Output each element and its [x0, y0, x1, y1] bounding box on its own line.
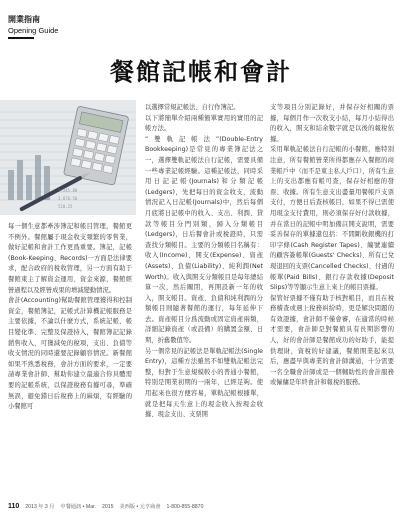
column-2-paragraph-1: 以選擇常規記帳法、自行作簿記。 [145, 104, 240, 111]
column-2-paragraph-4: 另一個常見的記帳法是單軌記帳法(Single Entry)，這種方法雖然不如雙軌記帳法完整，但對于生意規模較小的普通小餐館，特別是開業初期的一兩年，已經足夠。使用起來也很方便容易，單軌記帳根據單，就是把每天生意上的現金收入按現金收據、現金支出、支票開 [145, 347, 263, 419]
article-column-2 [145, 103, 263, 421]
section-header [8, 14, 58, 39]
column-1-paragraph-1: 每一個生意都牽涉簿記和帳目管理，餐館更不例外。餐館屬于現金收支頻繁的零售業，做好記帳和會計工作更爲重要。簿記，記帳(Book-Keeping、Records)一方面是法律要求，配合政府的稅收管理，另一方面有助于餐館東主了解資金運用、資金來源，餐館經營過程以及經營成果的增減變動情況。 [8, 223, 132, 294]
column-2-paragraph-3: “雙軌記帳法”(Double-Entry Bookkeeping)是常見的專業簿記法之一，選擇雙軌記帳法自行記帳，需要具備一些專業記帳經驗。這種記帳法，同時采用日記記帳(Journals)和分類記帳(Ledgers)，先把每日的資金收支，流動情況記入日記帳(Journals)中，然后每個月底將日記帳中的收入、支出、利潤、貸款等帳目分門別類，歸入分類帳目(Ledgers)，日后餐會計或稅證時，只需查找分類帳目。主要的分類帳目名稱有：收入(Income)、開支(Expense)、資產(Assets)、負債(Liability)、純利潤(Net Worth)。收入與開支分類帳目是每年總結算一次，然后關閉，再開設新一年的收入，開支帳目。資產、負債和純利潤的分類帳目則隨著餐館的運行，每年延伸下去。資產帳目分爲流動或固定資產兩類，詳細記錄資產（或設備）的購置金額、日期，折舊數值等。 [145, 135, 263, 345]
footer-issue: 2013 年 3 月 [25, 504, 55, 510]
article-column-3 [270, 103, 394, 389]
article-photo [0, 100, 136, 215]
svg-text:520.25: 520.25 [58, 204, 73, 209]
section-title-en: Opening Guide [8, 26, 59, 35]
page-number: 110 [8, 503, 20, 510]
svg-text:3,870.50: 3,870.50 [58, 196, 78, 201]
footer-year: 2015 [101, 504, 114, 510]
footer-magazine: 中餐通訊 • Mar. [60, 504, 96, 510]
column-1-paragraph-2: 會計(Accounting)幫助餐館管理獲得和控制資金，餐館簿記，記帳式計算機記帳服務是主要依據，不論以什麼方式，系統記帳、帳目變化準、完整及保證持入，餐館簿記記錄銷售收入，可獲減免的稅項，支出、負債等收支情況的同時還要記錄顧容情況。新餐館如果不熟悉稅務，會計方面的要求，一定要請專業會計師、幫助你建立最適合你具體需要的記帳系統，以保證稅務有據可尋，準確無誤，避免錯日后稅務上的麻煩，有經驗的小餐館可 [8, 297, 132, 411]
footer-phone: 1-800-855-8870 [166, 504, 204, 510]
header-rule [8, 37, 34, 39]
column-3-paragraph-1: 支等項目分別記錄好，并保存好相關的票據，每個月作一次收支小結，每月小結得出的收入，開支和結余數字就是以後的報稅依據。 [270, 104, 394, 143]
column-3-paragraph-2: 采用單軌記帳法自行記帳的小餐館，應特別注意，所有餐館營業所得都應存入餐館的商業帳戶中（而不是東主私人戶口），所有生意上的支出都應有帳可查，保存好相應的發票、收據。所有生意支出盡量用餐帳戶支票支付，方便日后查核帳目，如果不得已需使用現金支付費用，則必須保存好付款收據，并在當日的記帳中明加備註開支說明，需要妥善保存的單據還包括：不間斷收銀機的打印字條(Cash Register Tapes)、編號連續的顧客簽帳單(Guests' Checks)、所有已兌現退回的支票(Cancelled Checks)、付過的帳單(Paid Bills)、銀行存款收據(Deposit Slips)等等顯示生意上來上的帳目票據。 [270, 146, 394, 292]
article-title: 餐館記帳和會計 [110, 57, 292, 86]
article-column-1 [8, 222, 132, 413]
column-2-paragraph-2: 以下將簡單介紹兩種簡單實用的實用的記帳方法。 [145, 114, 263, 133]
accounting-photo-illustration [0, 100, 136, 215]
column-3-paragraph-3: 保管好票據不僅有助于核對帳目，而且在稅務稽查或遇上稅務糾紛時，更是解決問題的有效證據，會計師不僅會審，在適當的時候才需要，會計師是對餐館具有長期影響的人，好的會計師是餐館成功的好助手，能提供理財，資稅的好建議，餐館開業起來以后，應盡早與專業的會計師溝通，十分需要一名全職會計師或是一個輔助性的會計服務或僱傭是年終會計和報稅的服務。 [270, 294, 394, 387]
page-footer [8, 503, 203, 510]
footer-web: 美西版 • 元亨商會 [119, 504, 161, 510]
svg-text:1,245.00: 1,245.00 [58, 188, 78, 193]
section-title-zh: 開業指南 [8, 15, 40, 24]
